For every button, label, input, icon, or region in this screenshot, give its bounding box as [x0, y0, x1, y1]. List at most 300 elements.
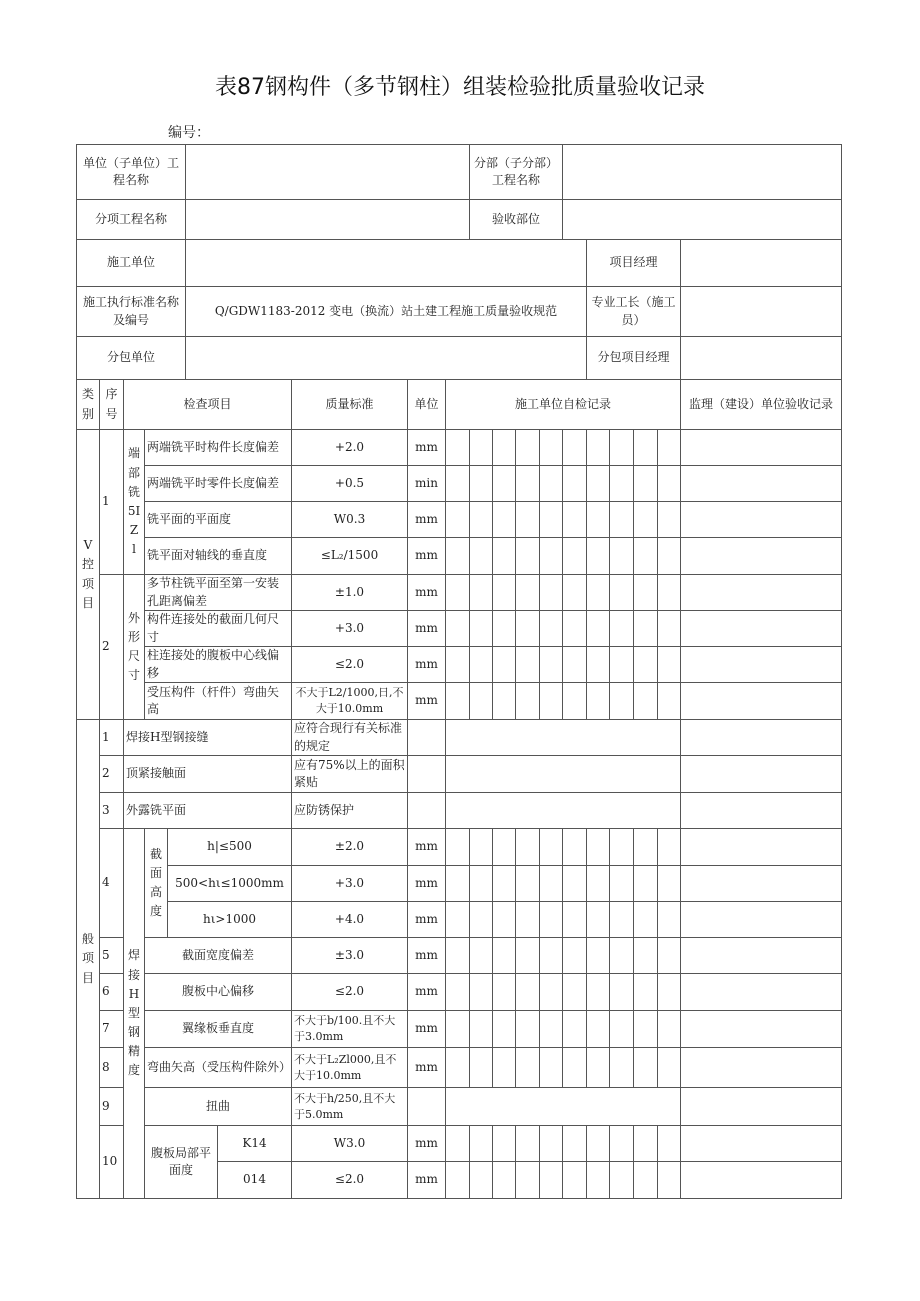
self-check-cell[interactable]	[515, 1125, 540, 1162]
supervisor-cell[interactable]	[680, 828, 842, 866]
seq-cell	[99, 1087, 124, 1126]
supervisor-cell[interactable]	[680, 1161, 842, 1199]
check-item-text: 翼缘板垂直度	[181, 1021, 254, 1036]
quality-standard	[291, 465, 408, 502]
seq-cell-text: 10	[102, 1154, 118, 1169]
self-check-cell[interactable]	[515, 501, 540, 538]
self-check-cell[interactable]	[633, 610, 658, 647]
col-self-check-text: 施工单位自检记录	[514, 396, 611, 411]
supervisor-cell[interactable]	[680, 937, 842, 974]
standard-value-text: Q/GDW1183-2012 变电（换流）站土建工程施工质量验收规范	[214, 303, 558, 318]
unit-cell	[407, 1161, 446, 1199]
unit-cell-text: mm	[415, 875, 438, 890]
subitem-field[interactable]	[185, 199, 470, 240]
self-check-cell[interactable]	[633, 537, 658, 575]
self-check-cell[interactable]	[657, 1161, 681, 1199]
self-check-cell[interactable]	[469, 937, 493, 974]
self-check-cell[interactable]	[609, 429, 634, 466]
check-item-text: 受压构件（杆件）弯曲矢高	[147, 684, 280, 716]
seq-cell-text: 6	[102, 984, 110, 999]
seq-cell-text: 9	[102, 1098, 110, 1113]
self-check-cell[interactable]	[539, 537, 563, 575]
seq-cell-text: 3	[102, 802, 110, 817]
self-check-cell[interactable]	[609, 1010, 634, 1048]
self-check-cell[interactable]	[586, 901, 610, 938]
self-check-cell[interactable]	[609, 973, 634, 1011]
self-check-cell[interactable]	[445, 501, 470, 538]
col-seq-text: 序号	[105, 387, 118, 421]
check-item	[144, 537, 292, 575]
supervisor-cell[interactable]	[680, 901, 842, 938]
self-check-cell[interactable]	[633, 1010, 658, 1048]
self-check-cell[interactable]	[633, 865, 658, 902]
self-check-cell[interactable]	[609, 828, 634, 866]
self-check-cell[interactable]	[562, 537, 587, 575]
unit-cell-text: mm	[415, 1021, 438, 1036]
project-manager-field[interactable]	[680, 239, 842, 287]
self-check-cell[interactable]	[633, 937, 658, 974]
quality-standard-text: 不大于h/250,且不大于5.0mm	[294, 1091, 396, 1121]
quality-standard-text: +3.0	[334, 875, 365, 890]
subgroup-label-text: 端部铣5IZ l	[127, 446, 141, 557]
self-check-cell[interactable]	[562, 1047, 587, 1088]
self-check-cell[interactable]	[515, 682, 540, 720]
self-check-cell[interactable]	[469, 1047, 493, 1088]
self-check-cell[interactable]	[492, 1047, 516, 1088]
quality-standard-text: +2.0	[334, 439, 365, 454]
self-check-cell[interactable]	[633, 501, 658, 538]
col-seq	[99, 379, 124, 430]
quality-standard-text: ≤2.0	[334, 984, 365, 999]
self-check-cell[interactable]	[609, 501, 634, 538]
unit-project-field[interactable]	[185, 144, 470, 200]
self-check-cell[interactable]	[539, 1161, 563, 1199]
division-field[interactable]	[562, 144, 842, 200]
self-check-cell[interactable]	[469, 610, 493, 647]
quality-standard-text: 不大于b/100.且不大于3.0mm	[294, 1014, 396, 1043]
self-check-cell[interactable]	[586, 501, 610, 538]
self-check-cell[interactable]	[445, 646, 470, 683]
seq-cell	[99, 1047, 124, 1088]
page-title: 表87钢构件（多节钢柱）组装检验批质量验收记录	[215, 75, 705, 100]
self-check-cell[interactable]	[586, 973, 610, 1011]
seq-cell-text: 5	[102, 947, 110, 962]
self-check-cell[interactable]	[539, 646, 563, 683]
seq-cell	[99, 1125, 124, 1199]
self-check-cell[interactable]	[609, 1047, 634, 1088]
welded-h-steel-group-text: 焊接H型钢精度	[127, 948, 140, 1078]
self-check-cell[interactable]	[492, 682, 516, 720]
check-item-text: 构件连接处的截面几何尺寸	[147, 612, 280, 644]
seq-cell-text: 2	[102, 766, 110, 781]
self-check-cell[interactable]	[586, 865, 610, 902]
unit-cell-text: mm	[415, 656, 438, 671]
self-check-cell[interactable]	[609, 865, 634, 902]
self-check-cell[interactable]	[586, 1161, 610, 1199]
self-check-cell[interactable]	[445, 719, 681, 756]
standard-value	[185, 286, 587, 337]
self-check-cell[interactable]	[562, 682, 587, 720]
self-check-cell[interactable]	[492, 1010, 516, 1048]
self-check-cell[interactable]	[609, 646, 634, 683]
seq-cell	[99, 719, 124, 756]
self-check-cell[interactable]	[609, 465, 634, 502]
acceptance-part-label-text: 验收部位	[491, 211, 540, 226]
col-standard-text: 质量标准	[325, 396, 374, 411]
self-check-cell[interactable]	[445, 828, 470, 866]
quality-standard-text: W0.3	[333, 511, 366, 526]
self-check-cell[interactable]	[586, 465, 610, 502]
self-check-cell[interactable]	[445, 574, 470, 611]
supervisor-cell[interactable]	[680, 429, 842, 466]
check-item	[144, 574, 292, 611]
self-check-cell[interactable]	[469, 537, 493, 575]
unit-cell	[407, 828, 446, 866]
self-check-cell[interactable]	[492, 1125, 516, 1162]
check-item	[123, 719, 292, 756]
self-check-cell[interactable]	[586, 1010, 610, 1048]
self-check-cell[interactable]	[445, 1125, 470, 1162]
self-check-cell[interactable]	[539, 973, 563, 1011]
foreman-field[interactable]	[680, 286, 842, 337]
quality-standard-text: 应防锈保护	[294, 802, 355, 817]
self-check-cell[interactable]	[657, 828, 681, 866]
self-check-cell[interactable]	[445, 1087, 681, 1126]
seq-cell	[99, 973, 124, 1011]
contractor-label	[76, 239, 186, 287]
self-check-cell[interactable]	[445, 792, 681, 829]
self-check-cell[interactable]	[492, 973, 516, 1011]
sub-pm-label	[586, 336, 681, 380]
self-check-cell[interactable]	[609, 574, 634, 611]
self-check-cell[interactable]	[539, 828, 563, 866]
self-check-cell[interactable]	[539, 937, 563, 974]
self-check-cell[interactable]	[445, 1047, 470, 1088]
self-check-cell[interactable]	[492, 537, 516, 575]
self-check-cell[interactable]	[469, 901, 493, 938]
check-item	[144, 610, 292, 647]
self-check-cell[interactable]	[562, 937, 587, 974]
self-check-cell[interactable]	[657, 865, 681, 902]
self-check-cell[interactable]	[539, 1010, 563, 1048]
quality-standard	[291, 973, 408, 1011]
supervisor-cell[interactable]	[680, 1047, 842, 1088]
self-check-cell[interactable]	[539, 429, 563, 466]
self-check-cell[interactable]	[539, 1125, 563, 1162]
self-check-cell[interactable]	[515, 901, 540, 938]
supervisor-cell[interactable]	[680, 865, 842, 902]
seq-cell	[99, 574, 124, 720]
self-check-cell[interactable]	[492, 901, 516, 938]
self-check-cell[interactable]	[562, 574, 587, 611]
self-check-cell[interactable]	[657, 1047, 681, 1088]
self-check-cell[interactable]	[515, 537, 540, 575]
self-check-cell[interactable]	[633, 973, 658, 1011]
self-check-cell[interactable]	[469, 973, 493, 1011]
check-item-text: 铣平面对轴线的垂直度	[147, 548, 268, 563]
self-check-cell[interactable]	[469, 501, 493, 538]
self-check-cell[interactable]	[539, 610, 563, 647]
self-check-cell[interactable]	[633, 828, 658, 866]
seq-cell-text: 1	[102, 494, 110, 509]
self-check-cell[interactable]	[657, 501, 681, 538]
self-check-cell[interactable]	[492, 646, 516, 683]
self-check-cell[interactable]	[492, 865, 516, 902]
unit-cell-text: mm	[415, 911, 438, 926]
quality-standard	[291, 792, 408, 829]
self-check-cell[interactable]	[492, 828, 516, 866]
unit-cell	[407, 537, 446, 575]
self-check-cell[interactable]	[633, 429, 658, 466]
col-supervisor-text: 监理（建设）单位验收记录	[688, 396, 833, 411]
supervisor-cell[interactable]	[680, 1087, 842, 1126]
self-check-cell[interactable]	[492, 937, 516, 974]
unit-cell-text: mm	[415, 511, 438, 526]
self-check-cell[interactable]	[445, 901, 470, 938]
self-check-cell[interactable]	[469, 1161, 493, 1199]
standard-label-text: 施工执行标准名称及编号	[82, 295, 179, 327]
supervisor-cell[interactable]	[680, 574, 842, 611]
self-check-cell[interactable]	[515, 1047, 540, 1088]
self-check-cell[interactable]	[586, 610, 610, 647]
unit-cell	[407, 901, 446, 938]
self-check-cell[interactable]	[469, 1010, 493, 1048]
self-check-cell[interactable]	[492, 429, 516, 466]
self-check-cell[interactable]	[562, 429, 587, 466]
check-item-text: h|≤500	[207, 839, 252, 854]
supervisor-cell[interactable]	[680, 1010, 842, 1048]
self-check-cell[interactable]	[562, 610, 587, 647]
self-check-cell[interactable]	[657, 465, 681, 502]
acceptance-part-field[interactable]	[562, 199, 842, 240]
self-check-cell[interactable]	[657, 429, 681, 466]
self-check-cell[interactable]	[633, 901, 658, 938]
self-check-cell[interactable]	[657, 610, 681, 647]
self-check-cell[interactable]	[657, 682, 681, 720]
self-check-cell[interactable]	[609, 682, 634, 720]
division-label	[469, 144, 563, 200]
self-check-cell[interactable]	[633, 1047, 658, 1088]
self-check-cell[interactable]	[469, 1125, 493, 1162]
self-check-cell[interactable]	[657, 574, 681, 611]
self-check-cell[interactable]	[562, 865, 587, 902]
self-check-cell[interactable]	[492, 574, 516, 611]
self-check-cell[interactable]	[469, 429, 493, 466]
check-item	[167, 901, 292, 938]
self-check-cell[interactable]	[562, 1010, 587, 1048]
unit-cell	[407, 610, 446, 647]
col-category-text: 类别	[81, 387, 94, 421]
self-check-cell[interactable]	[445, 682, 470, 720]
self-check-cell[interactable]	[562, 828, 587, 866]
self-check-cell[interactable]	[515, 1010, 540, 1048]
self-check-cell[interactable]	[539, 574, 563, 611]
quality-standard-text: 应符合现行有关标准的规定	[294, 721, 403, 753]
self-check-cell[interactable]	[633, 1125, 658, 1162]
self-check-cell[interactable]	[539, 682, 563, 720]
self-check-cell[interactable]	[469, 682, 493, 720]
self-check-cell[interactable]	[469, 865, 493, 902]
self-check-cell[interactable]	[633, 574, 658, 611]
sub-pm-field[interactable]	[680, 336, 842, 380]
self-check-cell[interactable]	[562, 1161, 587, 1199]
self-check-cell[interactable]	[492, 465, 516, 502]
self-check-cell[interactable]	[515, 465, 540, 502]
subcontractor-field[interactable]	[185, 336, 587, 380]
self-check-cell[interactable]	[562, 465, 587, 502]
self-check-cell[interactable]	[445, 465, 470, 502]
self-check-cell[interactable]	[515, 937, 540, 974]
self-check-cell[interactable]	[492, 1161, 516, 1199]
self-check-cell[interactable]	[492, 610, 516, 647]
supervisor-cell[interactable]	[680, 719, 842, 756]
self-check-cell[interactable]	[609, 937, 634, 974]
self-check-cell[interactable]	[562, 501, 587, 538]
self-check-cell[interactable]	[445, 755, 681, 793]
supervisor-cell[interactable]	[680, 610, 842, 647]
self-check-cell[interactable]	[469, 828, 493, 866]
unit-cell	[407, 1047, 446, 1088]
self-check-cell[interactable]	[609, 1161, 634, 1199]
self-check-cell[interactable]	[445, 937, 470, 974]
seq-cell-text: 8	[102, 1059, 110, 1074]
self-check-cell[interactable]	[586, 937, 610, 974]
unit-cell	[407, 937, 446, 974]
self-check-cell[interactable]	[515, 1161, 540, 1199]
supervisor-cell[interactable]	[680, 682, 842, 720]
quality-standard-text: ±3.0	[334, 947, 365, 962]
general-category	[76, 719, 100, 1199]
self-check-cell[interactable]	[539, 865, 563, 902]
self-check-cell[interactable]	[657, 901, 681, 938]
foreman-label	[586, 286, 681, 337]
self-check-cell[interactable]	[515, 828, 540, 866]
self-check-cell[interactable]	[515, 646, 540, 683]
check-item-text: 铣平面的平面度	[147, 511, 232, 526]
thickness-condition-text: 014	[243, 1172, 266, 1187]
self-check-cell[interactable]	[492, 501, 516, 538]
self-check-cell[interactable]	[633, 646, 658, 683]
unit-cell	[407, 682, 446, 720]
supervisor-cell[interactable]	[680, 646, 842, 683]
self-check-cell[interactable]	[445, 537, 470, 575]
self-check-cell[interactable]	[445, 865, 470, 902]
check-item	[123, 755, 292, 793]
supervisor-cell[interactable]	[680, 792, 842, 829]
self-check-cell[interactable]	[657, 537, 681, 575]
supervisor-cell[interactable]	[680, 755, 842, 793]
self-check-cell[interactable]	[539, 1047, 563, 1088]
self-check-cell[interactable]	[469, 574, 493, 611]
section-height-label	[144, 828, 168, 938]
self-check-cell[interactable]	[445, 610, 470, 647]
supervisor-cell[interactable]	[680, 1125, 842, 1162]
supervisor-cell[interactable]	[680, 465, 842, 502]
self-check-cell[interactable]	[609, 610, 634, 647]
self-check-cell[interactable]	[633, 1161, 658, 1199]
sub-pm-label-text: 分包项目经理	[597, 350, 670, 365]
self-check-cell[interactable]	[515, 865, 540, 902]
self-check-cell[interactable]	[469, 646, 493, 683]
unit-cell	[407, 973, 446, 1011]
supervisor-cell[interactable]	[680, 973, 842, 1011]
check-item	[144, 429, 292, 466]
self-check-cell[interactable]	[562, 1125, 587, 1162]
check-item-text: 弯曲矢高（受压构件除外）	[147, 1059, 292, 1074]
self-check-cell[interactable]	[586, 429, 610, 466]
self-check-cell[interactable]	[657, 1125, 681, 1162]
quality-standard	[291, 865, 408, 902]
self-check-cell[interactable]	[515, 973, 540, 1011]
self-check-cell[interactable]	[586, 828, 610, 866]
check-item-text: 两端铣平时构件长度偏差	[147, 439, 280, 454]
self-check-cell[interactable]	[515, 610, 540, 647]
self-check-cell[interactable]	[515, 574, 540, 611]
self-check-cell[interactable]	[657, 973, 681, 1011]
self-check-cell[interactable]	[562, 901, 587, 938]
unit-cell-text: mm	[415, 839, 438, 854]
self-check-cell[interactable]	[609, 901, 634, 938]
self-check-cell[interactable]	[633, 682, 658, 720]
main-control-category-text: V控项目	[81, 538, 94, 610]
self-check-cell[interactable]	[657, 1010, 681, 1048]
self-check-cell[interactable]	[586, 646, 610, 683]
self-check-cell[interactable]	[657, 646, 681, 683]
thickness-condition	[217, 1161, 292, 1199]
self-check-cell[interactable]	[469, 465, 493, 502]
supervisor-cell[interactable]	[680, 501, 842, 538]
quality-standard	[291, 429, 408, 466]
self-check-cell[interactable]	[515, 429, 540, 466]
self-check-cell[interactable]	[586, 1125, 610, 1162]
subgroup-label-text: 外形尺寸	[127, 610, 140, 683]
self-check-cell[interactable]	[445, 429, 470, 466]
unit-cell	[407, 646, 446, 683]
supervisor-cell[interactable]	[680, 537, 842, 575]
unit-cell-text: mm	[415, 984, 438, 999]
self-check-cell[interactable]	[539, 901, 563, 938]
self-check-cell[interactable]	[586, 682, 610, 720]
check-item	[144, 937, 292, 974]
self-check-cell[interactable]	[609, 1125, 634, 1162]
self-check-cell[interactable]	[562, 973, 587, 1011]
self-check-cell[interactable]	[586, 1047, 610, 1088]
self-check-cell[interactable]	[445, 1161, 470, 1199]
self-check-cell[interactable]	[539, 465, 563, 502]
self-check-cell[interactable]	[586, 574, 610, 611]
check-item	[144, 465, 292, 502]
quality-standard	[291, 646, 408, 683]
self-check-cell[interactable]	[657, 937, 681, 974]
seq-cell	[99, 828, 124, 938]
seq-cell	[99, 755, 124, 793]
quality-standard-text: 不大于L2/1000,日,不大于10.0mm	[295, 686, 404, 715]
unit-cell-text: mm	[415, 693, 438, 708]
check-item	[144, 646, 292, 683]
self-check-cell[interactable]	[539, 501, 563, 538]
self-check-cell[interactable]	[586, 537, 610, 575]
self-check-cell[interactable]	[445, 973, 470, 1011]
contractor-field[interactable]	[185, 239, 587, 287]
check-item-text: 500<hι≤1000mm	[175, 875, 284, 890]
unit-cell-text: mm	[415, 1059, 438, 1074]
quality-standard-text: 不大于L₂Zl000,且不大于10.0mm	[294, 1052, 397, 1082]
self-check-cell[interactable]	[609, 537, 634, 575]
self-check-cell[interactable]	[562, 646, 587, 683]
self-check-cell[interactable]	[633, 465, 658, 502]
self-check-cell[interactable]	[445, 1010, 470, 1048]
seq-cell	[99, 792, 124, 829]
